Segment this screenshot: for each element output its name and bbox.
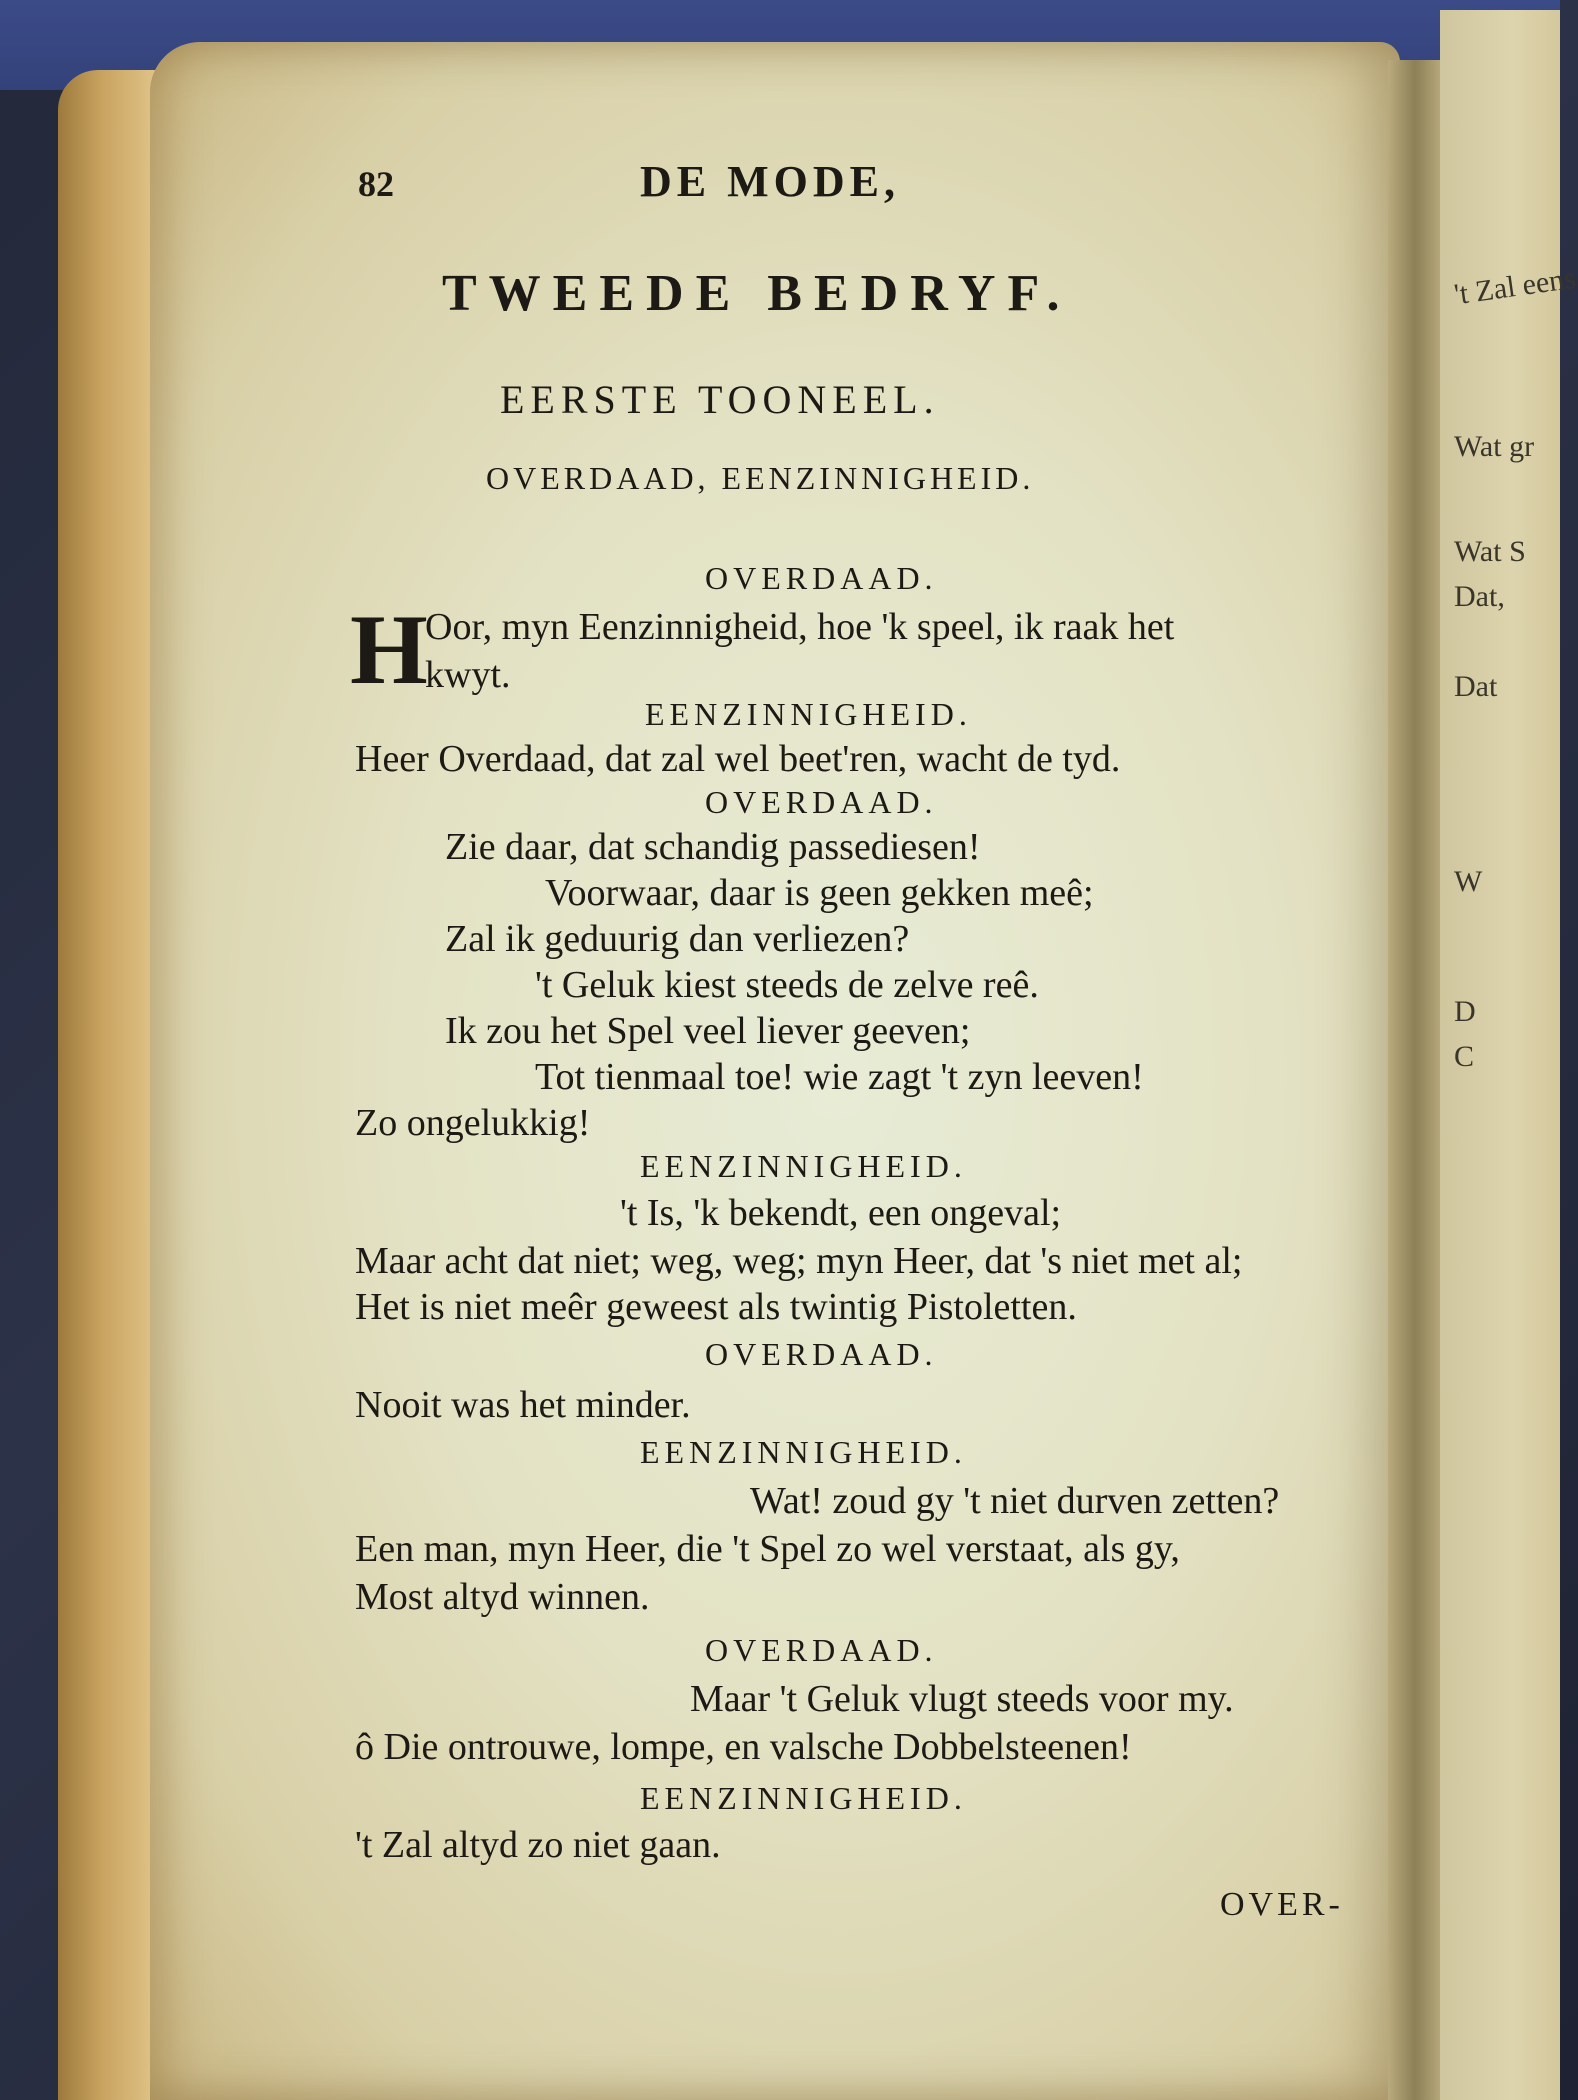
verse-line: Zie daar, dat schandig passediesen!	[445, 826, 981, 868]
verse-line: Het is niet meêr geweest als twintig Pistoletten.	[355, 1286, 1077, 1328]
facing-page	[1440, 10, 1578, 2100]
speaker-name: OVERDAAD.	[705, 1336, 938, 1372]
verse-line: 't Zal altyd zo niet gaan.	[355, 1824, 721, 1866]
verse-line: Wat! zoud gy 't niet durven zetten?	[750, 1480, 1280, 1522]
page-number: 82	[358, 164, 394, 204]
speaker-name: OVERDAAD.	[705, 1632, 938, 1668]
facing-fragment: W	[1454, 865, 1483, 898]
book-gutter	[1388, 60, 1448, 2100]
verse-line: Tot tienmaal toe! wie zagt 't zyn leeven!	[535, 1056, 1144, 1098]
facing-fragment: D	[1454, 995, 1476, 1028]
verse-line: Oor, myn Eenzinnigheid, hoe 'k speel, ik raak het	[425, 606, 1175, 648]
page-text	[350, 150, 1360, 1930]
facing-fragment: Wat S	[1454, 535, 1526, 568]
speaker-name: EENZINNIGHEID.	[640, 1780, 967, 1816]
speaker-name: EENZINNIGHEID.	[640, 1148, 967, 1184]
speaker-name: EENZINNIGHEID.	[645, 696, 972, 732]
verse-line: Zal ik geduurig dan verliezen?	[445, 918, 910, 960]
verse-line: Ik zou het Spel veel liever geeven;	[445, 1010, 971, 1052]
speaker-name: EENZINNIGHEID.	[640, 1434, 967, 1470]
facing-fragment: Wat gr	[1454, 430, 1535, 463]
catchword: OVER-	[1220, 1886, 1344, 1923]
drop-cap: H	[350, 594, 428, 705]
verse-line: kwyt.	[425, 654, 511, 696]
verse-line: 't Geluk kiest steeds de zelve reê.	[535, 964, 1039, 1006]
cast-list: OVERDAAD, EENZINNIGHEID.	[486, 460, 1035, 496]
running-title: DE MODE,	[640, 157, 900, 206]
speaker-name: OVERDAAD.	[705, 784, 938, 820]
verse-line: Maar 't Geluk vlugt steeds voor my.	[690, 1678, 1234, 1720]
verse-line: Voorwaar, daar is geen gekken meê;	[545, 872, 1094, 914]
verse-line: Heer Overdaad, dat zal wel beet'ren, wacht de tyd.	[355, 738, 1121, 780]
verse-line: Nooit was het minder.	[355, 1384, 691, 1426]
verse-line: ô Die ontrouwe, lompe, en valsche Dobbelsteenen!	[355, 1726, 1132, 1768]
verse-line: 't Is, 'k bekendt, een ongeval;	[620, 1192, 1062, 1234]
speaker-name: OVERDAAD.	[705, 560, 938, 596]
facing-fragment: Dat,	[1454, 580, 1505, 613]
verse-line: Maar acht dat niet; weg, weg; myn Heer, dat 's niet met al;	[355, 1240, 1243, 1282]
facing-fragment: Dat	[1454, 670, 1498, 703]
verse-line: Most altyd winnen.	[355, 1576, 650, 1618]
act-heading: TWEEDE BEDRYF.	[442, 265, 1072, 322]
verse-line: Zo ongelukkig!	[355, 1102, 591, 1144]
scene-heading: EERSTE TOONEEL.	[500, 377, 940, 422]
facing-fragment: C	[1454, 1040, 1475, 1073]
verse-line: Een man, myn Heer, die 't Spel zo wel verstaat, als gy,	[355, 1528, 1180, 1570]
facing-fragment: 't Zal eens	[1452, 261, 1578, 312]
